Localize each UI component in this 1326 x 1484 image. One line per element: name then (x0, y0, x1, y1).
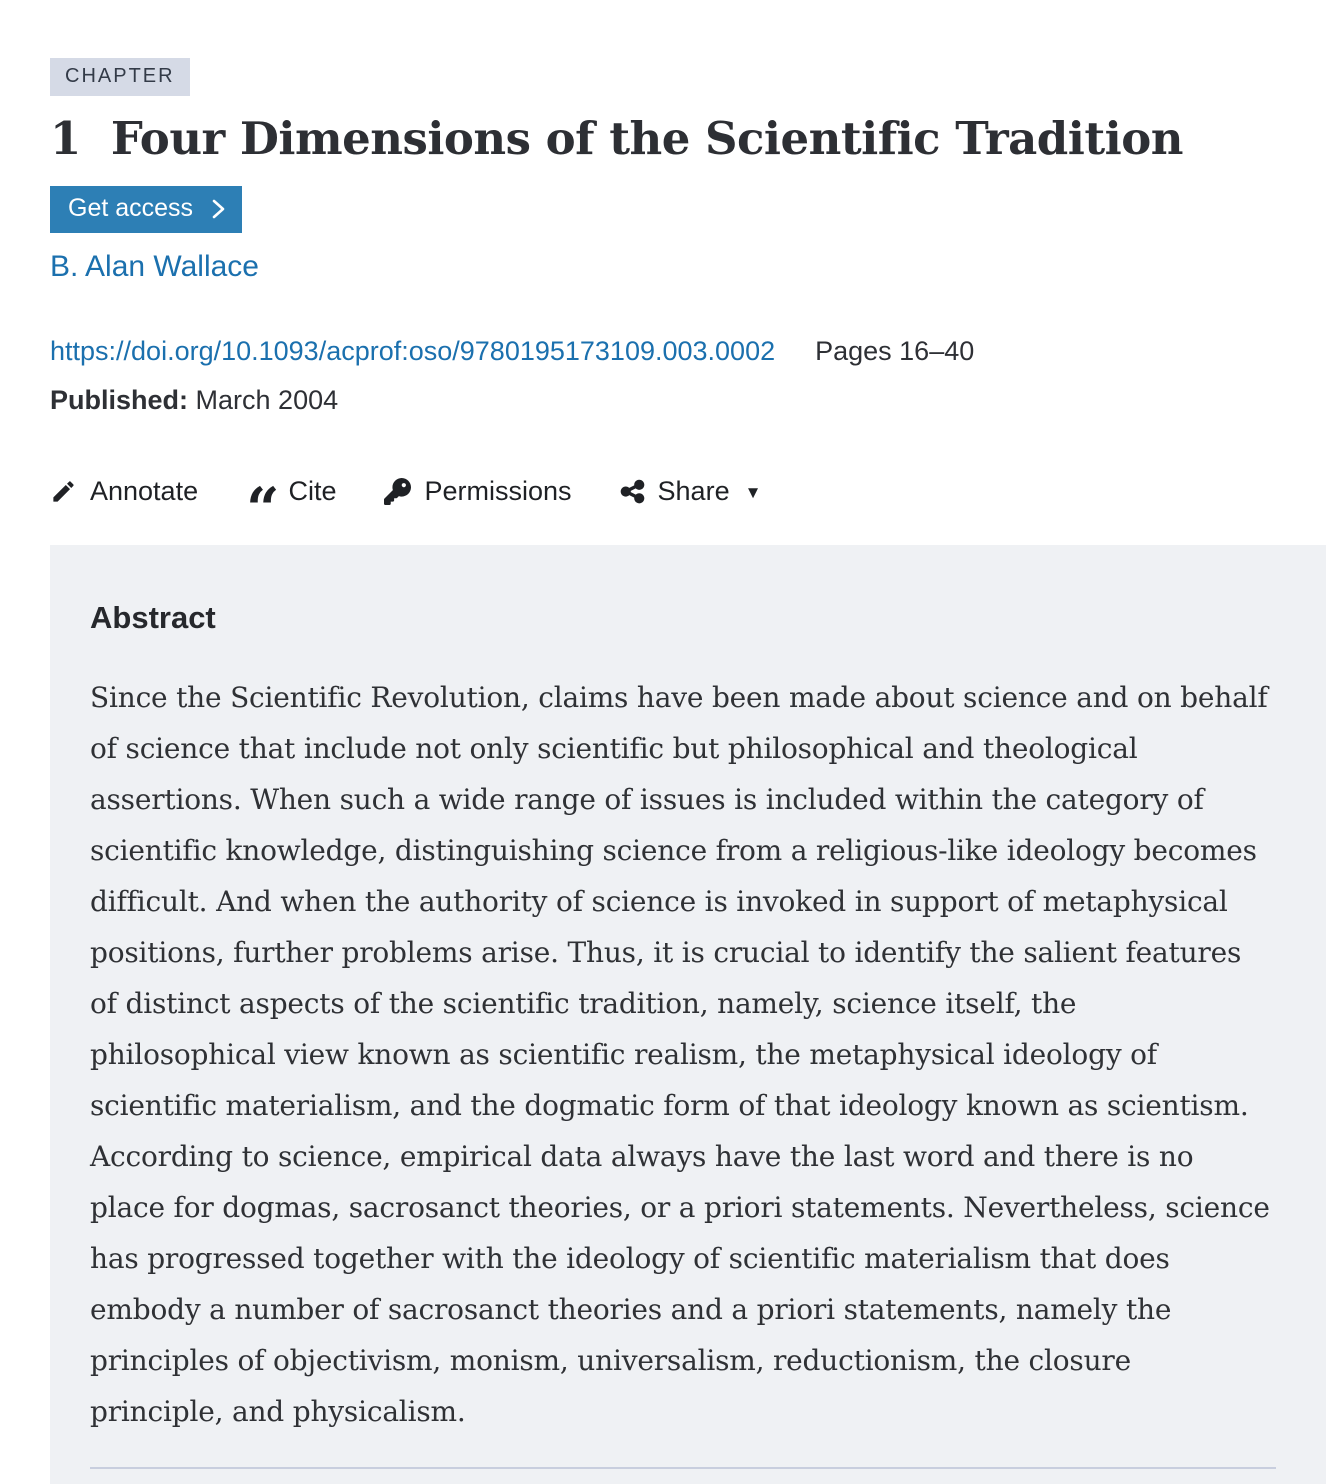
abstract-section (50, 545, 1326, 1484)
get-access-button[interactable] (50, 186, 242, 233)
chapter-number: 1 (50, 112, 81, 165)
doi-link[interactable]: https://doi.org/10.1093/acprof:oso/9780195173109.003.0002 (50, 336, 776, 366)
doi-row (50, 336, 1326, 367)
pencil-icon (50, 478, 77, 505)
permissions-button[interactable] (384, 476, 571, 507)
published-date: March 2004 (195, 385, 339, 415)
permissions-label: Permissions (424, 476, 572, 506)
article-toolbar (50, 474, 1326, 543)
chapter-title-text: Four Dimensions of the Scientific Tradition (110, 112, 1183, 165)
chevron-right-icon (211, 197, 226, 221)
author-link[interactable]: B. Alan Wallace (50, 250, 259, 283)
key-icon (384, 478, 411, 505)
pages-range: Pages 16–40 (815, 336, 975, 366)
caret-down-icon: ▼ (744, 482, 762, 502)
section-divider (90, 1467, 1276, 1469)
cite-button[interactable]: “ Cite (246, 474, 337, 543)
cite-label: Cite (288, 476, 337, 506)
page-title (50, 112, 1326, 166)
published-label: Published: (50, 385, 189, 415)
get-access-label: Get access (68, 194, 194, 222)
abstract-heading: Abstract (90, 600, 216, 635)
annotate-button[interactable] (50, 476, 198, 507)
share-button[interactable] (620, 476, 762, 507)
annotate-label: Annotate (90, 476, 199, 506)
abstract-text: Since the Scientific Revolution, claims have been made about science and on behalf of science that include not only scientific but philosophical and theological assertions. When such a wide range of issues is included within the category of scientific knowledge, distinguishing science from a religious-like ideology becomes difficult. And when the authority of science is invoked in support of metaphysical positions, further problems arise. Thus, it is crucial to identify the salient features of distinct aspects of the scientific tradition, namely, science itself, the philosophical view known as scientific realism, the metaphysical ideology of scientific materialism, and the dogmatic form of that ideology known as scientism. According to science, empirical data always have the last word and there is no place for dogmas, sacrosanct theories, or a priori statements. Nevertheless, science has progressed together with the ideology of scientific materialism that does embody a number of sacrosanct theories and a priori statements, namely the principles of objectivism, monism, universalism, reductionism, the closure principle, and physicalism. (90, 681, 1270, 1428)
share-nodes-icon (620, 478, 645, 505)
share-label: Share (657, 476, 730, 506)
chapter-badge: CHAPTER (50, 58, 190, 96)
published-row (50, 385, 1326, 416)
